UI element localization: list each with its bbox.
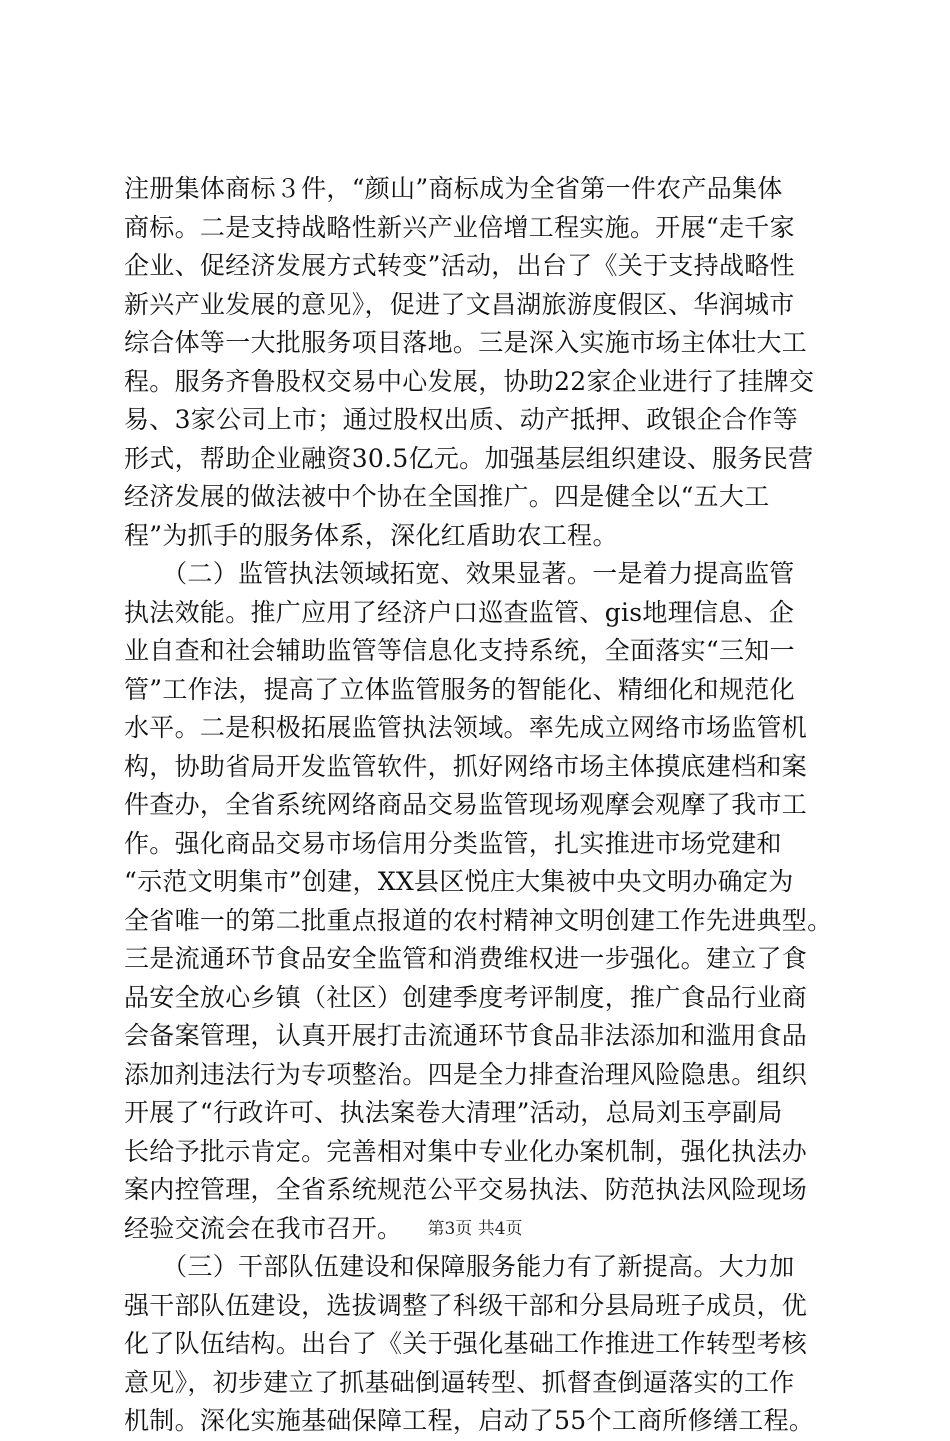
text-line: 水平。二是积极拓展监管执法领域。率先成立网络市场监管机 — [124, 713, 808, 742]
text-line: 程。服务齐鲁股权交易中心发展，协助22家企业进行了挂牌交 — [124, 366, 815, 396]
text-line: 品安全放心乡镇（社区）创建季度考评制度，推广食品行业商 — [124, 982, 808, 1012]
text-line: 会备案管理，认真开展打击流通环节食品非法添加和滥用食品 — [124, 1021, 808, 1050]
text-line: “示范文明集市”创建，XX县区悦庄大集被中央文明办确定为 — [124, 867, 794, 896]
text-line: （三）干部队伍建设和保障服务能力有了新提高。大力加 — [124, 1252, 795, 1281]
text-line: 企业、促经济发展方式转变”活动，出台了《关于支持战略性 — [124, 251, 795, 280]
text-line: 案内控管理，全省系统规范公平交易执法、防范执法风险现场 — [124, 1175, 808, 1204]
text-line: 强干部队伍建设，选拔调整了科级干部和分县局班子成员，优 — [124, 1290, 808, 1320]
text-line: 综合体等一大批服务项目落地。三是深入实施市场主体壮大工 — [124, 328, 808, 357]
text-line: 易、3家公司上市；通过股权出质、动产抵押、政银企合作等 — [124, 405, 799, 434]
text-line: 添加剂违法行为专项整治。四是全力排查治理风险隐患。组织 — [124, 1059, 808, 1089]
text-line: 经验交流会在我市召开。 — [124, 1213, 403, 1243]
text-line: 开展了“行政许可、执法案卷大清理”活动，总局刘玉亭副局 — [124, 1098, 783, 1127]
text-line: 商标。二是支持战略性新兴产业倍增工程实施。开展“走千家 — [124, 212, 795, 242]
text-line: 机制。深化实施基础保障工程，启动了55个工商所修缮工程。 — [124, 1406, 815, 1435]
text-line: 全省唯一的第二批重点报道的农村精神文明创建工作先进典型。 — [124, 905, 833, 935]
text-line: 业自查和社会辅助监管等信息化支持系统，全面落实“三知一 — [124, 636, 795, 665]
text-line: 三是流通环节食品安全监管和消费维权进一步强化。建立了食 — [124, 944, 808, 973]
text-line: （二）监管执法领域拓宽、效果显著。一是着力提高监管 — [124, 559, 795, 588]
text-line: 形式，帮助企业融资30.5亿元。加强基层组织建设、服务民营 — [124, 443, 814, 473]
text-line: 意见》，初步建立了抓基础倒逼转型、抓督查倒逼落实的工作 — [124, 1367, 795, 1397]
text-line: 新兴产业发展的意见》，促进了文昌湖旅游度假区、华润城市 — [124, 289, 795, 319]
text-line: 注册集体商标３件，“颜山”商标成为全省第一件农产品集体 — [124, 174, 783, 203]
text-line: 执法效能。推广应用了经济户口巡查监管、gis地理信息、企 — [124, 597, 795, 627]
text-line: 经济发展的做法被中个协在全国推广。四是健全以“五大工 — [124, 482, 770, 511]
text-line: 件查办，全省系统网络商品交易监管现场观摩会观摩了我市工 — [124, 790, 808, 819]
text-line: 化了队伍结构。出台了《关于强化基础工作推进工作转型考核 — [124, 1329, 808, 1358]
text-line: 作。强化商品交易市场信用分类监管，扎实推进市场党建和 — [124, 828, 782, 858]
text-line: 长给予批示肯定。完善相对集中专业化办案机制，强化执法办 — [124, 1136, 808, 1166]
text-line: 程”为抓手的服务体系，深化红盾助农工程。 — [124, 520, 618, 550]
text-line: 构，协助省局开发监管软件，抓好网络市场主体摸底建档和案 — [124, 751, 808, 781]
document-body — [124, 170, 834, 1441]
page-footer: 第3页 共4页 — [427, 1219, 523, 1239]
text-line: 管”工作法，提高了立体监管服务的智能化、精细化和规范化 — [124, 674, 795, 704]
